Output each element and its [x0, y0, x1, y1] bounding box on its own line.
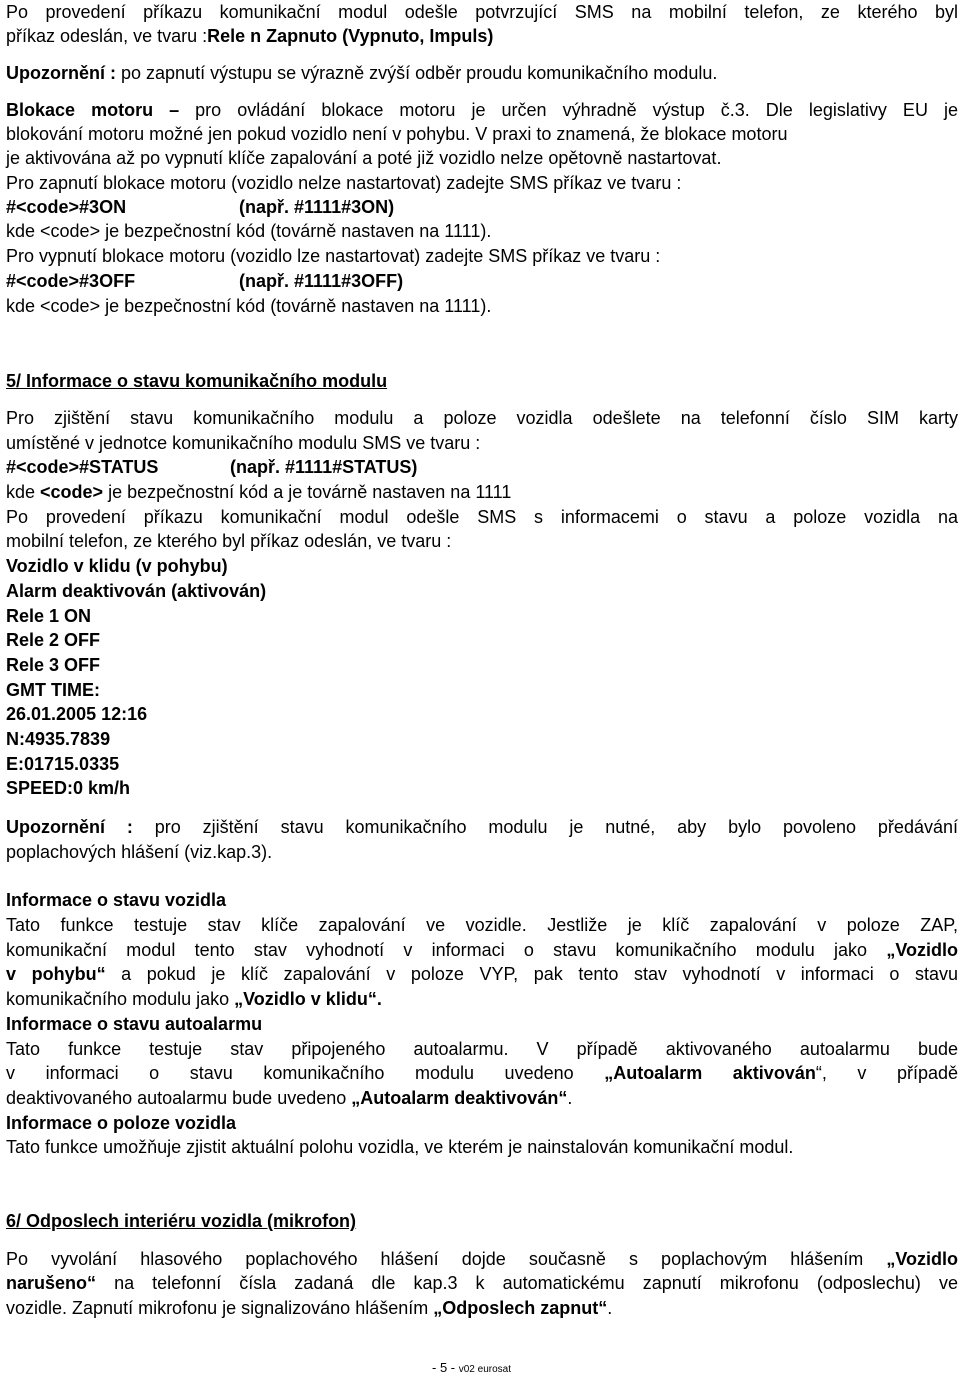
paragraph-line — [6, 244, 660, 268]
paragraph-line — [6, 529, 451, 553]
text: “, v případě — [815, 1063, 959, 1083]
warning-line — [6, 61, 717, 85]
command-line — [6, 195, 394, 219]
paragraph-line — [6, 431, 480, 455]
engine-block-label: Blokace motoru – — [6, 100, 196, 120]
paragraph-line — [6, 1296, 612, 1320]
paragraph-line — [6, 505, 958, 529]
text: v informaci o stavu komunikačního modulu uvedeno — [6, 1063, 605, 1083]
text: Tato funkce testuje stav klíče zapalování ve vozidle. Jestliže je klíč zapalování v poloze ZAP, — [6, 915, 958, 935]
warning-label: Upozornění : — [6, 817, 133, 837]
text: na telefonní čísla zadaná dle kap.3 k automatickému zapnutí mikrofonu (odposlechu) ve — [96, 1273, 958, 1293]
paragraph-line — [6, 171, 681, 195]
text: kde <code> je bezpečnostní kód (továrně nastaven na 1111). — [6, 221, 492, 241]
status-line: Alarm deaktivován (aktivován) — [6, 581, 267, 601]
subheading: Informace o poloze vozidla — [6, 1113, 237, 1133]
section-heading: 6/ Odposlech interiéru vozidla (mikrofon) — [6, 1211, 357, 1231]
text: . — [607, 1298, 613, 1318]
text: umístěné v jednotce komunikačního modulu SMS ve tvaru : — [6, 433, 481, 453]
paragraph-line — [6, 406, 958, 430]
text: příkaz odeslán, ve tvaru : — [6, 26, 208, 46]
text: Po provedení příkazu komunikační modul odešle potvrzující SMS na mobilní telefon, ze kterého byl — [6, 2, 958, 22]
paragraph-line — [6, 840, 272, 864]
footer-label: v02 eurosat — [458, 1364, 512, 1375]
paragraph-line — [6, 1271, 958, 1295]
quoted-status: „Vozidlo v klidu“. — [234, 989, 382, 1009]
status-line: Rele 2 OFF — [6, 630, 101, 650]
quoted-status: narušeno“ — [6, 1273, 97, 1293]
text: Pro zapnutí blokace motoru (vozidlo nelze nastartovat) zadejte SMS příkaz ve tvaru : — [6, 173, 682, 193]
command-line — [6, 269, 403, 293]
command-code: #<code>#3OFF — [6, 271, 136, 291]
text: kde — [6, 482, 41, 502]
command-code: #<code>#STATUS — [6, 457, 159, 477]
text: pro ovládání blokace motoru je určen výhradně výstup č.3 — [195, 100, 745, 120]
paragraph-line — [6, 1061, 958, 1085]
status-line: SPEED:0 km/h — [6, 778, 131, 798]
status-line: GMT TIME: — [6, 680, 100, 700]
command-line — [6, 455, 417, 479]
text: je aktivována až po vypnutí klíče zapalování a poté již vozidlo nelze opětovně nastartovat. — [6, 148, 722, 168]
text: pro zjištění stavu komunikačního modulu je nutné, aby bylo povoleno předávání — [132, 817, 958, 837]
warning-line — [6, 815, 958, 839]
text: je bezpečnostní kód a je továrně nastaven na 1111 — [103, 482, 512, 502]
paragraph-line — [6, 98, 958, 122]
command-example: (např. #1111#STATUS) — [230, 457, 418, 477]
paragraph-line — [6, 1135, 793, 1159]
text: V praxi to znamená, že blokace motoru — [470, 124, 788, 144]
text: mobilní telefon, ze kterého byl příkaz odeslán, ve tvaru : — [6, 531, 452, 551]
status-line: N:4935.7839 — [6, 729, 111, 749]
status-line: 26.01.2005 12:16 — [6, 704, 148, 724]
paragraph-line — [6, 938, 958, 962]
paragraph-line — [6, 122, 787, 146]
command-example: (např. #1111#3ON) — [239, 197, 395, 217]
status-line: E:01715.0335 — [6, 754, 120, 774]
paragraph-line — [6, 0, 958, 24]
text: vozidle. Zapnutí mikrofonu je signalizováno hlášením — [6, 1298, 434, 1318]
quoted-status: „Vozidlo — [886, 1249, 958, 1269]
text: . Dle legislativy EU je — [744, 100, 958, 120]
quoted-status: „Odposlech zapnut“ — [433, 1298, 608, 1318]
text: poplachových hlášení (viz.kap.3). — [6, 842, 273, 862]
text: blokování motoru možné jen pokud vozidlo není v pohybu. — [6, 124, 471, 144]
paragraph-line — [6, 913, 958, 937]
quoted-status: „Vozidlo — [886, 940, 958, 960]
subheading: Informace o stavu autoalarmu — [6, 1014, 263, 1034]
section-heading: 5/ Informace o stavu komunikačního modulu — [6, 371, 388, 391]
warning-label: Upozornění : — [6, 63, 116, 83]
command-example: (např. #1111#3OFF) — [239, 271, 404, 291]
text: komunikačního modulu jako — [6, 989, 235, 1009]
status-line: Vozidlo v klidu (v pohybu) — [6, 556, 228, 576]
text: deaktivovaného autoalarmu bude uvedeno — [6, 1088, 352, 1108]
text: kde <code> je bezpečnostní kód (továrně nastaven na 1111). — [6, 296, 492, 316]
quoted-status: v pohybu“ — [6, 964, 106, 984]
paragraph-line — [6, 219, 491, 243]
text: Po vyvolání hlasového poplachového hlášení dojde současně s poplachovým hlášením — [6, 1249, 887, 1269]
quoted-status: „Autoalarm deaktivován“ — [351, 1088, 568, 1108]
text: Pro zjištění stavu komunikačního modulu a poloze vozidla odešlete na telefonní číslo SIM karty — [6, 408, 958, 428]
paragraph-line — [6, 146, 721, 170]
paragraph-line — [6, 24, 493, 48]
text: Tato funkce testuje stav připojeného autoalarmu. V případě aktivovaného autoalarmu bude — [6, 1039, 958, 1059]
paragraph-line — [6, 480, 511, 504]
status-line: Rele 3 OFF — [6, 655, 101, 675]
paragraph-line — [6, 1086, 572, 1110]
page-footer — [432, 1360, 511, 1375]
text: a pokud je klíč zapalování v poloze VYP, pak tento stav vyhodnotí v informaci o stavu — [105, 964, 959, 984]
subheading: Informace o stavu vozidla — [6, 890, 227, 910]
status-line: Rele 1 ON — [6, 606, 92, 626]
command-code: #<code>#3ON — [6, 197, 127, 217]
text: . — [567, 1088, 573, 1108]
text: Tato funkce umožňuje zjistit aktuální polohu vozidla, ve kterém je nainstalován komunikační modul. — [6, 1137, 794, 1157]
text: komunikační modul tento stav vyhodnotí v informaci o stavu komunikačního modulu jako — [6, 940, 887, 960]
paragraph-line — [6, 294, 491, 318]
page-number: - 5 - — [432, 1360, 456, 1375]
text: Pro vypnutí blokace motoru (vozidlo lze nastartovat) zadejte SMS příkaz ve tvaru : — [6, 246, 661, 266]
text: po zapnutí výstupu se výrazně zvýší odběr proudu komunikačního modulu. — [116, 63, 718, 83]
text: Po provedení příkazu komunikační modul odešle SMS s informacemi o stavu a poloze vozidla na — [6, 507, 958, 527]
paragraph-line — [6, 987, 382, 1011]
paragraph-line — [6, 1247, 958, 1271]
paragraph-line — [6, 1037, 958, 1061]
code-token: <code> — [40, 482, 104, 502]
sms-reply-format: Rele n Zapnuto (Vypnuto, Impuls) — [207, 26, 494, 46]
quoted-status: „Autoalarm aktivován — [604, 1063, 816, 1083]
paragraph-line — [6, 962, 958, 986]
